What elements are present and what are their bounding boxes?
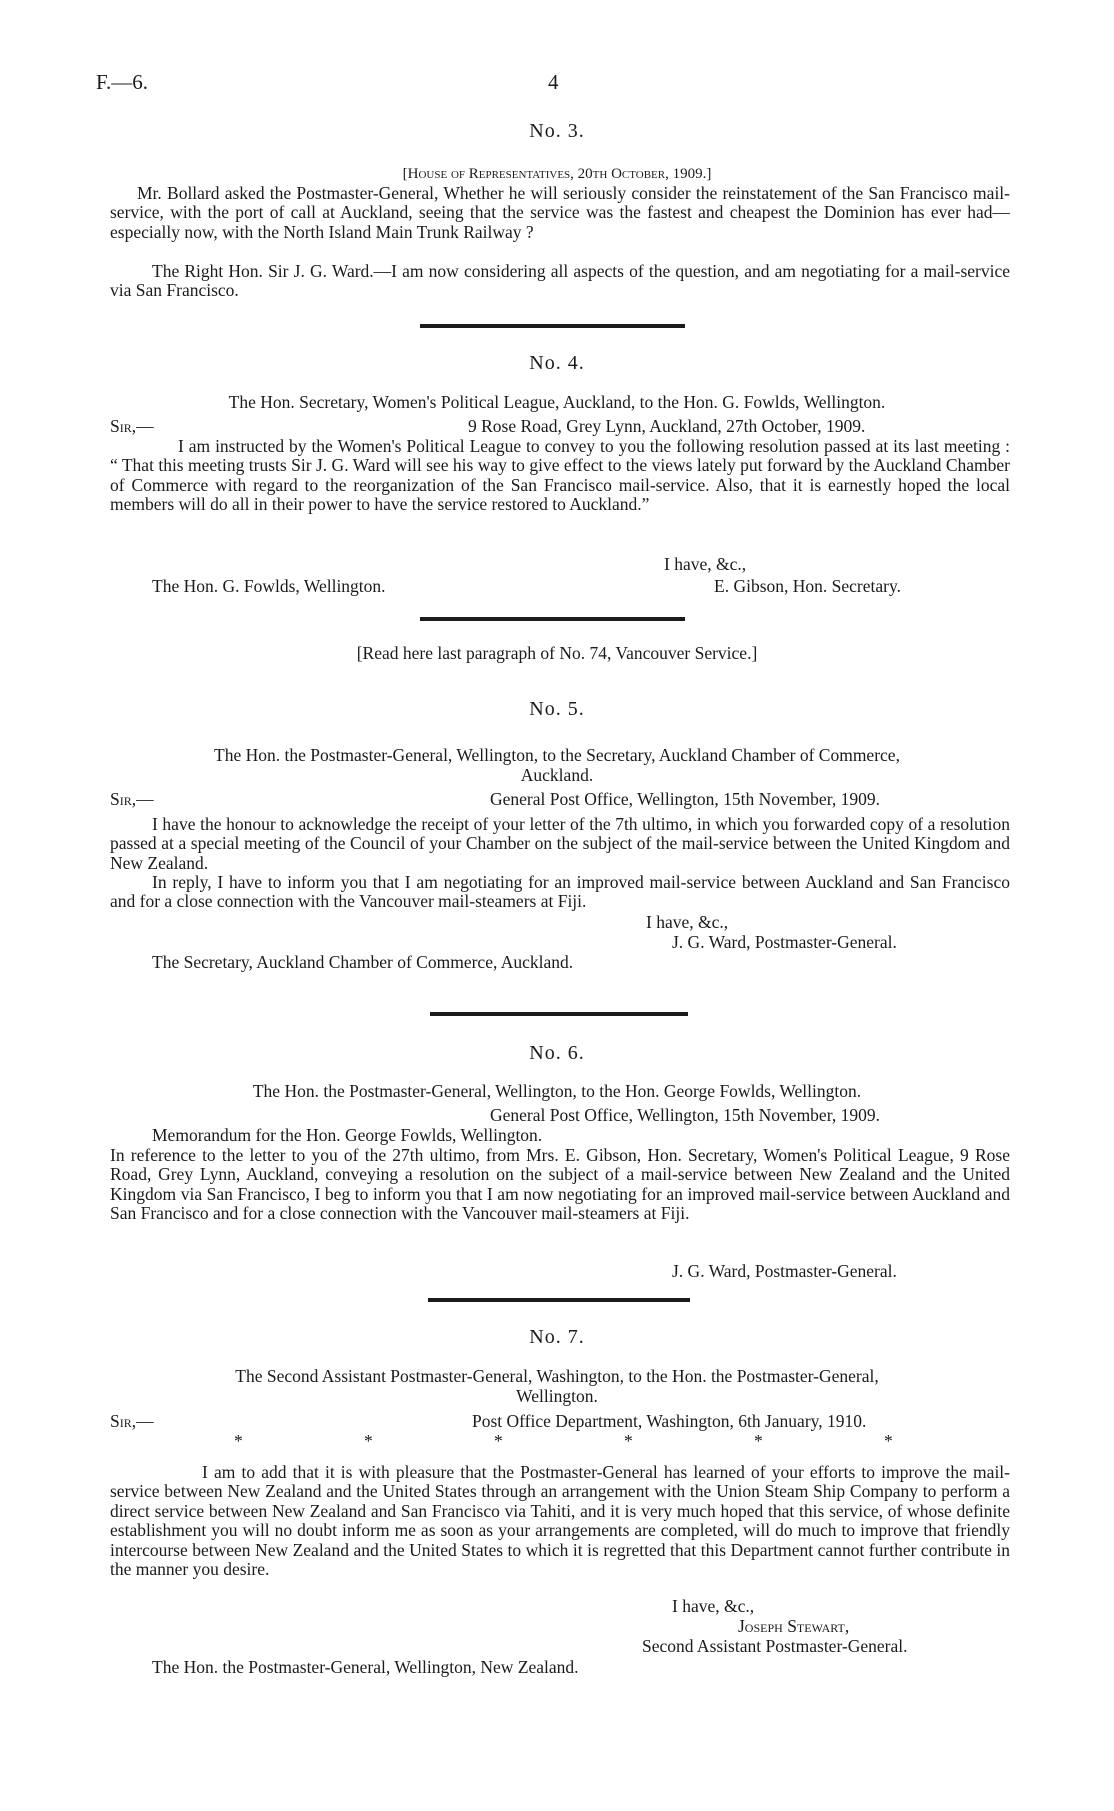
heading-no6: The Hon. the Postmaster-General, Wellington, to the Hon. George Fowlds, Wellington.: [252, 1081, 862, 1101]
body-no5-p2: In reply, I have to inform you that I am negotiating for an improved mail-service between Auckland and San Francisco and for a close connection with the Vancouver mail-steamers at Fiji.: [110, 872, 1010, 912]
addressee-no7: The Hon. the Postmaster-General, Wellington, New Zealand.: [152, 1657, 579, 1677]
editorial-note: [Read here last paragraph of No. 74, Vancouver Service.]: [356, 643, 758, 663]
body-no6: In reference to the letter to you of the 27th ultimo, from Mrs. E. Gibson, Hon. Secretary, Women's Political League, 9 Rose Road, Grey Lynn, Auckland, conveying a resolution on the subject of a mail-service between New Zealand and the United Kingdom via San Francisco, I beg to inform you that I am now negotiating for an improved mail-service between Auckland and San Francisco and for a close connection with the Vancouver mail-steamers at Fiji.: [110, 1145, 1010, 1224]
star: *: [884, 1431, 893, 1451]
signature-no5: J. G. Ward, Postmaster-General.: [672, 932, 897, 952]
section-title-no3: No. 3.: [529, 120, 585, 142]
star: *: [624, 1431, 633, 1451]
question-no3: Mr. Bollard asked the Postmaster-General, Whether he will seriously consider the reinstatement of the San Francisco mail-service, with the port of call at Auckland, seeing that the service was the fastest and cheapest the Dominion has ever had—especially now, with the North Island Main Trunk Railway ?: [110, 183, 1010, 242]
section-title-no4: No. 4.: [529, 352, 585, 374]
addressee-no4: The Hon. G. Fowlds, Wellington.: [152, 576, 386, 596]
closing-no7: I have, &c.,: [672, 1596, 755, 1616]
dateline-no3: [House of Representatives, 20th October, 1909.]: [402, 166, 712, 182]
addressee-no5: The Secretary, Auckland Chamber of Commerce, Auckland.: [152, 952, 574, 972]
signatory-title-no7: Second Assistant Postmaster-General.: [642, 1636, 908, 1656]
section-title-no5: No. 5.: [529, 698, 585, 720]
star: *: [494, 1431, 503, 1451]
signature-no4: E. Gibson, Hon. Secretary.: [714, 576, 901, 596]
heading-no5-line1: The Hon. the Postmaster-General, Wellington, to the Secretary, Auckland Chamber of Commerce,: [214, 745, 900, 765]
closing-no4: I have, &c.,: [664, 554, 747, 574]
document-reference: F.—6.: [96, 70, 148, 94]
address-no6: General Post Office, Wellington, 15th November, 1909.: [490, 1105, 880, 1125]
memo-no6: Memorandum for the Hon. George Fowlds, Wellington.: [152, 1125, 543, 1145]
heading-no5-line2: Auckland.: [520, 765, 594, 785]
body-no4: I am instructed by the Women's Political League to convey to you the following resolution passed at its last meeting : “ That this meeting trusts Sir J. G. Ward will see his way to give effect to the views lately put forward by the Auckland Chamber of Commerce with regard to the reorganization of the San Francisco mail-service. Also, that it is earnestly hoped the local members will do all in their power to have the service restored to Auckland.”: [110, 436, 1010, 515]
heading-no4: The Hon. Secretary, Women's Political League, Auckland, to the Hon. G. Fowlds, Wellington.: [228, 392, 886, 412]
salutation-no7: Sir,—: [110, 1411, 154, 1431]
signature-no6: J. G. Ward, Postmaster-General.: [672, 1261, 897, 1281]
closing-no5: I have, &c.,: [646, 912, 729, 932]
star: *: [234, 1431, 243, 1451]
heading-no7-line2: Wellington.: [516, 1386, 598, 1406]
address-no4: 9 Rose Road, Grey Lynn, Auckland, 27th October, 1909.: [468, 416, 866, 436]
salutation-no4: Sir,—: [110, 416, 154, 436]
star: *: [364, 1431, 373, 1451]
body-no5-p1: I have the honour to acknowledge the receipt of your letter of the 7th ultimo, in which you forwarded copy of a resolution passed at a special meeting of the Council of your Chamber on the subject of the mail-service between the United Kingdom and New Zealand.: [110, 814, 1010, 873]
page-number: 4: [548, 70, 559, 94]
salutation-no5: Sir,—: [110, 789, 154, 809]
body-no7: I am to add that it is with pleasure that the Postmaster-General has learned of your efforts to improve the mail-service between New Zealand and the United States through an arrangement with the Union Steam Ship Company to perform a direct service between New Zealand and San Francisco via Tahiti, and it is very much hoped that this service, of whose definite establishment you will no doubt inform me as soon as your arrangements are completed, will do much to improve that friendly intercourse between New Zealand and the United States to which it is regretted that this Department cannot further contribute in the manner you desire.: [110, 1462, 1010, 1580]
answer-no3: The Right Hon. Sir J. G. Ward.—I am now considering all aspects of the question, and am negotiating for a mail-service via San Francisco.: [110, 261, 1010, 301]
section-title-no7: No. 7.: [529, 1326, 585, 1348]
star: *: [754, 1431, 763, 1451]
section-divider: [420, 617, 685, 621]
address-no7: Post Office Department, Washington, 6th January, 1910.: [472, 1411, 867, 1431]
section-divider: [430, 1012, 688, 1016]
section-title-no6: No. 6.: [529, 1042, 585, 1064]
address-no5: General Post Office, Wellington, 15th November, 1909.: [490, 789, 880, 809]
heading-no7-line1: The Second Assistant Postmaster-General, Washington, to the Hon. the Postmaster-General,: [235, 1366, 879, 1386]
section-divider: [428, 1298, 690, 1302]
section-divider: [420, 324, 685, 328]
signatory-no7: Joseph Stewart,: [738, 1616, 850, 1636]
